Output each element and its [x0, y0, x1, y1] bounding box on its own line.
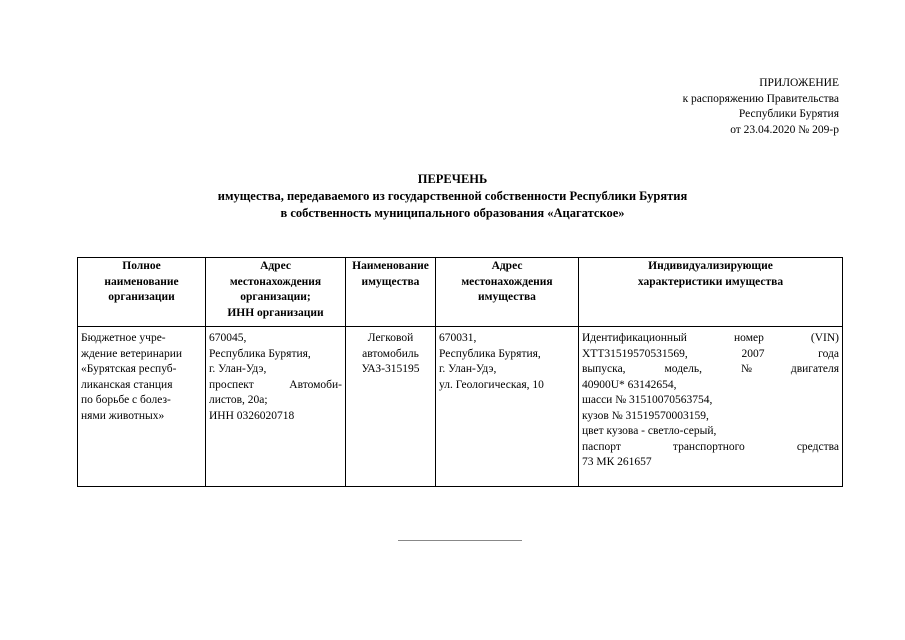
- header-text: местонахождения: [229, 275, 322, 288]
- cell-text: г. Улан-Удэ,: [439, 363, 497, 375]
- cell-text: 73 МК 261657: [582, 456, 652, 468]
- cell-text: Легковой: [367, 332, 414, 344]
- cell-text: ул. Геологическая, 10: [439, 378, 544, 391]
- cell-text: средства: [796, 440, 839, 453]
- header-text: Индивидуализирующие: [648, 260, 773, 272]
- cell-text: Автомоби-: [289, 378, 342, 391]
- cell-text: модель,: [664, 363, 703, 375]
- cell-justified-line: [209, 378, 342, 394]
- cell-text: выпуска,: [582, 363, 626, 375]
- header-text: имущества: [361, 275, 420, 288]
- table-row: [78, 327, 843, 487]
- cell-text: 2007: [741, 347, 765, 360]
- cell-text: двигателя: [790, 363, 839, 375]
- document-title: [0, 171, 905, 222]
- cell-text: по борьбе с болез-: [81, 394, 171, 406]
- cell-text: Идентификационный: [582, 332, 687, 344]
- cell-property-name: [346, 327, 436, 487]
- closing-divider: [398, 540, 522, 541]
- cell-text: 40900U* 63142654,: [582, 378, 677, 391]
- title-subtitle-2: в собственность муниципального образования «Ацагатское»: [280, 206, 625, 220]
- cell-text: паспорт: [582, 440, 621, 453]
- cell-text: проспект: [209, 378, 254, 391]
- cell-text: Республика Бурятия,: [209, 347, 311, 360]
- header-text: Наименование: [352, 260, 429, 272]
- property-table: [77, 257, 843, 487]
- cell-text: (VIN): [810, 332, 839, 344]
- header-text: Адрес: [260, 260, 291, 272]
- header-text: местонахождения: [461, 275, 553, 288]
- header-text: организации;: [240, 291, 311, 303]
- cell-text: 670045,: [209, 332, 247, 344]
- header-property-address: [436, 258, 579, 327]
- cell-text: номер: [734, 332, 764, 344]
- cell-text: автомобиль: [362, 347, 419, 360]
- cell-text: ИНН 0326020718: [209, 409, 295, 422]
- header-text: имущества: [478, 291, 536, 303]
- cell-text: ХТТ31519570531569,: [582, 347, 688, 360]
- header-org-address: [206, 258, 346, 327]
- header-text: ИНН организации: [227, 306, 324, 319]
- cell-org-name: [78, 327, 206, 487]
- appendix-republic: Республики Бурятия: [738, 108, 839, 120]
- cell-justified-line: [582, 362, 839, 378]
- cell-justified-line: [582, 440, 839, 456]
- cell-text: шасси № 31510070563754,: [582, 394, 713, 406]
- cell-justified-line: [582, 331, 839, 347]
- header-characteristics: [579, 258, 843, 327]
- cell-text: транспортного: [672, 440, 745, 453]
- table-header-row: [78, 258, 843, 327]
- header-text: Адрес: [491, 260, 523, 272]
- header-text: Полное: [122, 260, 161, 272]
- cell-text: г. Улан-Удэ,: [209, 363, 267, 375]
- header-org-name: [78, 258, 206, 327]
- cell-org-address: [206, 327, 346, 487]
- cell-text: ликанская станция: [81, 378, 173, 391]
- cell-text: УАЗ-315195: [361, 363, 420, 375]
- cell-text: Республика Бурятия,: [439, 347, 541, 360]
- cell-property-address: [436, 327, 579, 487]
- title-subtitle-1: имущества, передаваемого из государственной собственности Республики Бурятия: [217, 189, 688, 203]
- cell-text: кузов № 31519570003159,: [582, 409, 709, 422]
- cell-text: года: [818, 347, 839, 360]
- cell-text: «Бурятская респуб-: [81, 363, 177, 375]
- header-text: организации: [108, 291, 175, 303]
- cell-text: ждение ветеринарии: [81, 347, 183, 360]
- appendix-header: [683, 76, 839, 138]
- cell-text: цвет кузова - светло-серый,: [582, 425, 717, 437]
- appendix-label: ПРИЛОЖЕНИЕ: [759, 77, 839, 89]
- cell-text: №: [740, 363, 752, 375]
- cell-characteristics: [579, 327, 843, 487]
- cell-text: Бюджетное учре-: [81, 332, 166, 344]
- header-text: наименование: [104, 275, 179, 288]
- cell-text: нями животных»: [81, 409, 165, 422]
- title-main: ПЕРЕЧЕНЬ: [417, 172, 488, 186]
- cell-text: 670031,: [439, 332, 477, 344]
- cell-text: листов, 20а;: [209, 394, 268, 406]
- appendix-order-ref: к распоряжению Правительства: [682, 92, 839, 105]
- header-property-name: [346, 258, 436, 327]
- appendix-date-number: от 23.04.2020 № 209-р: [730, 123, 839, 136]
- header-text: характеристики имущества: [637, 275, 784, 288]
- cell-justified-line: [582, 347, 839, 363]
